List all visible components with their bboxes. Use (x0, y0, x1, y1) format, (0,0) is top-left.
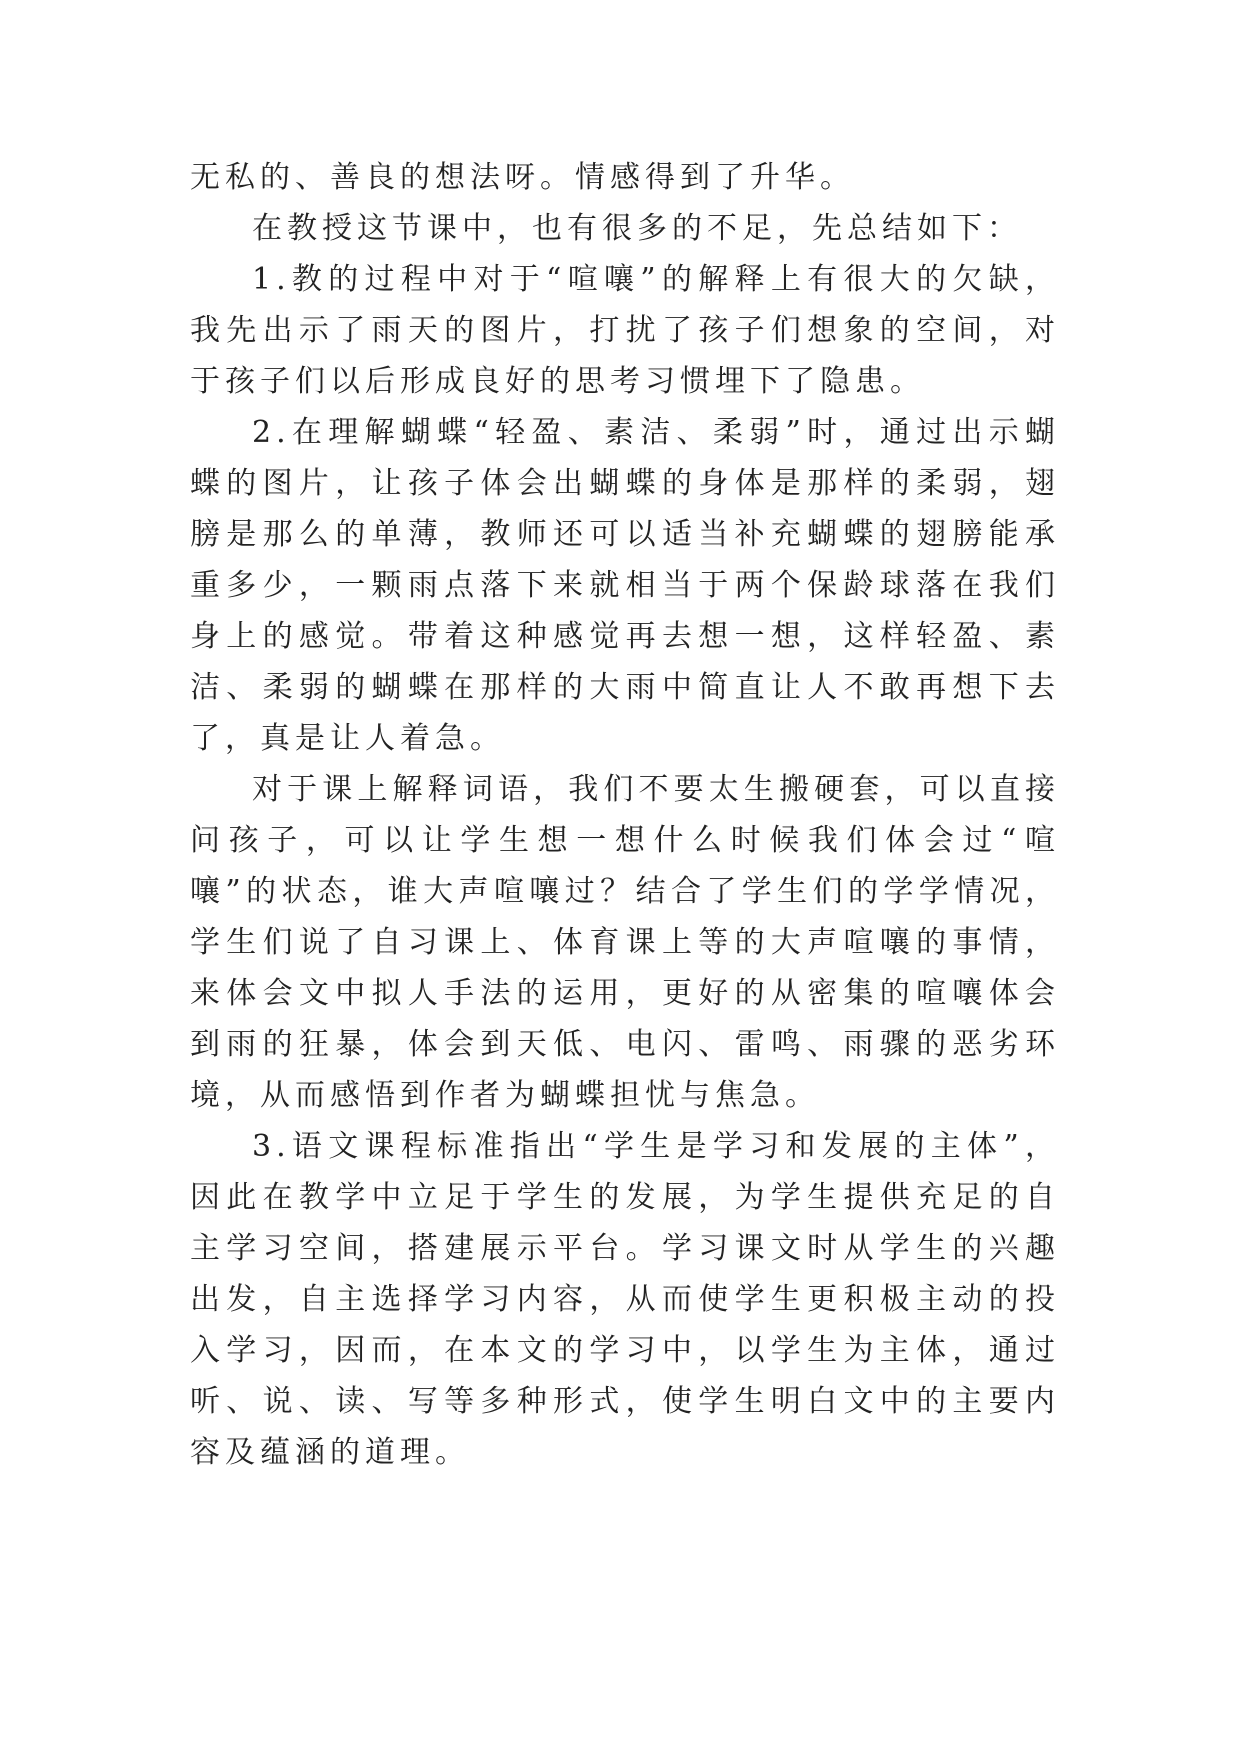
paragraph-point-3: 3.语文课程标准指出“学生是学习和发展的主体”，因此在教学中立足于学生的发展，为学生提供充足的自主学习空间，搭建展示平台。学习课文时从学生的兴趣出发，自主选择学习内容，从而使学生更积极主动的投入学习，因而，在本文的学习中，以学生为主体，通过听、说、读、写等多种形式，使学生明白文中的主要内容及蕴涵的道理。 (190, 1129, 1060, 1470)
document-body (190, 152, 1060, 1478)
paragraph-vocabulary-explanation: 对于课上解释词语，我们不要太生搬硬套，可以直接问孩子，可以让学生想一想什么时候我们体会过“喧嚷”的状态，谁大声喧嚷过？结合了学生们的学学情况，学生们说了自习课上、体育课上等的大声喧嚷的事情，来体会文中拟人手法的运用，更好的从密集的喧嚷体会到雨的狂暴，体会到天低、电闪、雷鸣、雨骤的恶劣环境，从而感悟到作者为蝴蝶担忧与焦急。 (190, 772, 1060, 1113)
paragraph-continuation: 无私的、善良的想法呀。情感得到了升华。 (190, 160, 855, 195)
paragraph-point-1: 1.教的过程中对于“喧嚷”的解释上有很大的欠缺，我先出示了雨天的图片，打扰了孩子们想象的空间，对于孩子们以后形成良好的思考习惯埋下了隐患。 (190, 262, 1060, 399)
paragraph-point-2: 2.在理解蝴蝶“轻盈、素洁、柔弱”时，通过出示蝴蝶的图片，让孩子体会出蝴蝶的身体是那样的柔弱，翅膀是那么的单薄，教师还可以适当补充蝴蝶的翅膀能承重多少，一颗雨点落下来就相当于两个保龄球落在我们身上的感觉。带着这种感觉再去想一想，这样轻盈、素洁、柔弱的蝴蝶在那样的大雨中简直让人不敢再想下去了，真是让人着急。 (190, 415, 1060, 756)
paragraph-summary-intro: 在教授这节课中，也有很多的不足，先总结如下： (252, 211, 1022, 246)
